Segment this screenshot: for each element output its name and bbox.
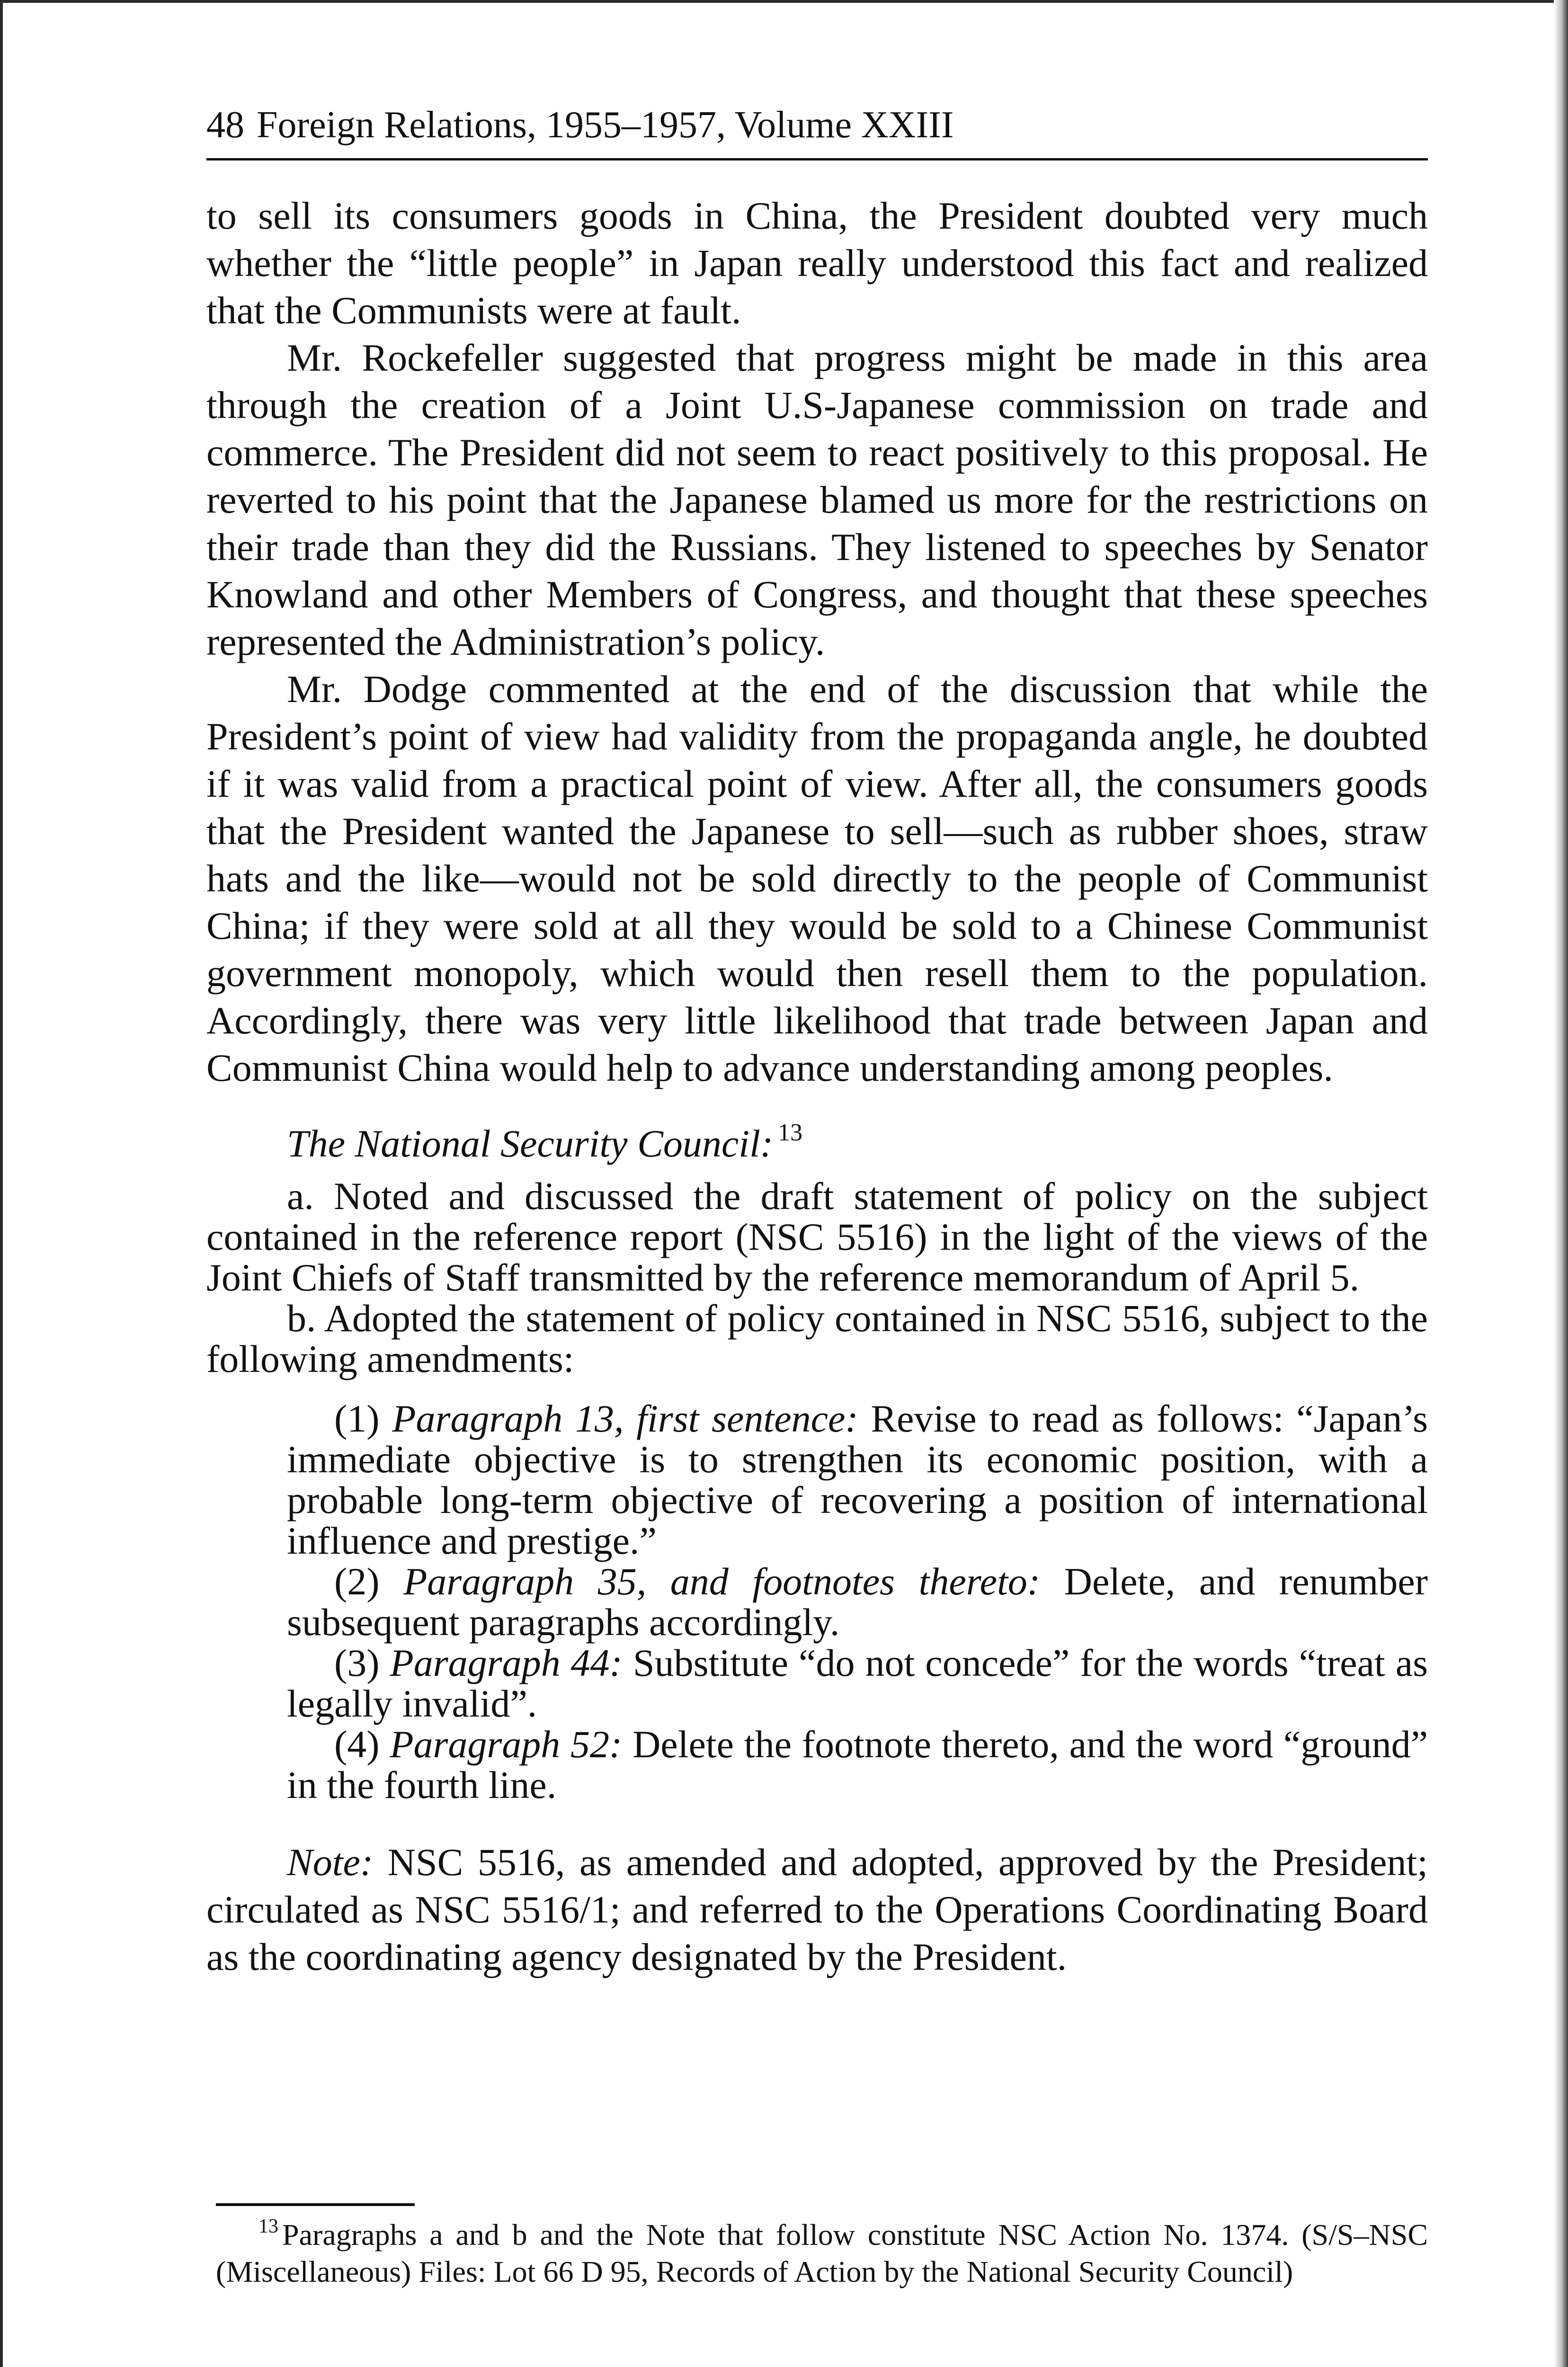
page-edge-shadow [1554,0,1568,2367]
amendment-number: (4) [334,1723,380,1766]
volume-title: Foreign Relations, 1955–1957, Volume XXIII [257,104,954,146]
footnote-divider [216,2203,415,2206]
note-label: Note: [287,1841,374,1884]
page-number: 48 [206,104,244,146]
amendment-number: (2) [334,1560,380,1603]
footnote-ref-13: 13 [778,1119,803,1146]
paragraph-dodge: Mr. Dodge commented at the end of the discussion that while the President’s point of view had validity from the propaganda angle, he doubted if it was valid from a practical point of view. After all, the consumers goods that the President wanted the Japanese to sell—such as rubber shoes, straw hats and the like—would not be sold directly to the people of Communist China; if they were sold at all they would be sold to a Chinese Communist government monopoly, which would then resell them to the population. Accordingly, there was very little likelihood that trade between Japan and Communist China would help to advance understanding among peoples. [206,667,1428,1089]
amendment-2 [287,1561,1428,1643]
amendment-text: Revise to read as follows: “Japan’s immediate objective is to strengthen its economic position, with a probable long-term objective of recovering a position of international influence and prestige.” [287,1397,1428,1562]
paragraph-continuation: to sell its consumers goods in China, the President doubted very much whether the “little people” in Japan really understood this fact and realized that the Communists were at fault. [206,194,1428,332]
amendment-ref: Paragraph 52: [390,1723,623,1766]
running-head [206,102,1428,160]
amendment-text: Delete the footnote thereto, and the word “ground” in the fourth line. [287,1723,1428,1806]
amendment-ref: Paragraph 44: [390,1641,623,1684]
note-paragraph [206,1839,1428,1981]
note-text: NSC 5516, as amended and adopted, approved by the President; circulated as NSC 5516/1; and referred to the Operations Coordinating Board as the coordinating agency designated by the President. [206,1841,1428,1978]
amendment-4 [287,1724,1428,1806]
amendments-list [287,1398,1428,1806]
amendment-3 [287,1643,1428,1724]
amendment-text: Delete, and renumber subsequent paragraphs accordingly. [287,1560,1428,1644]
footnote-text: Paragraphs a and b and the Note that follow constitute NSC Action No. 1374. (S/S–NSC (Miscellaneous) Files: Lot 66 D 95, Records of Action by the National Security Council) [216,2218,1428,2288]
action-b: b. Adopted the statement of policy contained in NSC 5516, subject to the following amendments: [206,1297,1428,1380]
council-heading-text: The National Security Council: [287,1122,774,1165]
amendment-number: (3) [334,1641,380,1684]
footnote-13 [216,2216,1428,2290]
footnote-number: 13 [258,2216,278,2237]
amendment-text: Substitute “do not concede” for the words “treat as legally invalid”. [287,1641,1428,1725]
action-a: a. Noted and discussed the draft statement of policy on the subject contained in the reference report (NSC 5516) in the light of the views of the Joint Chiefs of Staff transmitted by the reference memorandum of April 5. [206,1175,1428,1299]
body-text [206,192,1428,1981]
amendment-number: (1) [334,1397,380,1440]
amendment-ref: Paragraph 13, first sentence: [392,1397,858,1440]
paragraph-rockefeller: Mr. Rockefeller suggested that progress might be made in this area through the creation of a Joint U.S-Japanese commission on trade and commerce. The President did not seem to react positively to this proposal. He reverted to his point that the Japanese blamed us more for the restrictions on their trade than they did the Russians. They listened to speeches by Senator Knowland and other Members of Congress, and thought that these speeches represented the Administration’s policy. [206,336,1428,663]
amendment-1 [287,1398,1428,1561]
council-heading [206,1120,1428,1167]
amendment-ref: Paragraph 35, and footnotes thereto: [403,1560,1041,1603]
